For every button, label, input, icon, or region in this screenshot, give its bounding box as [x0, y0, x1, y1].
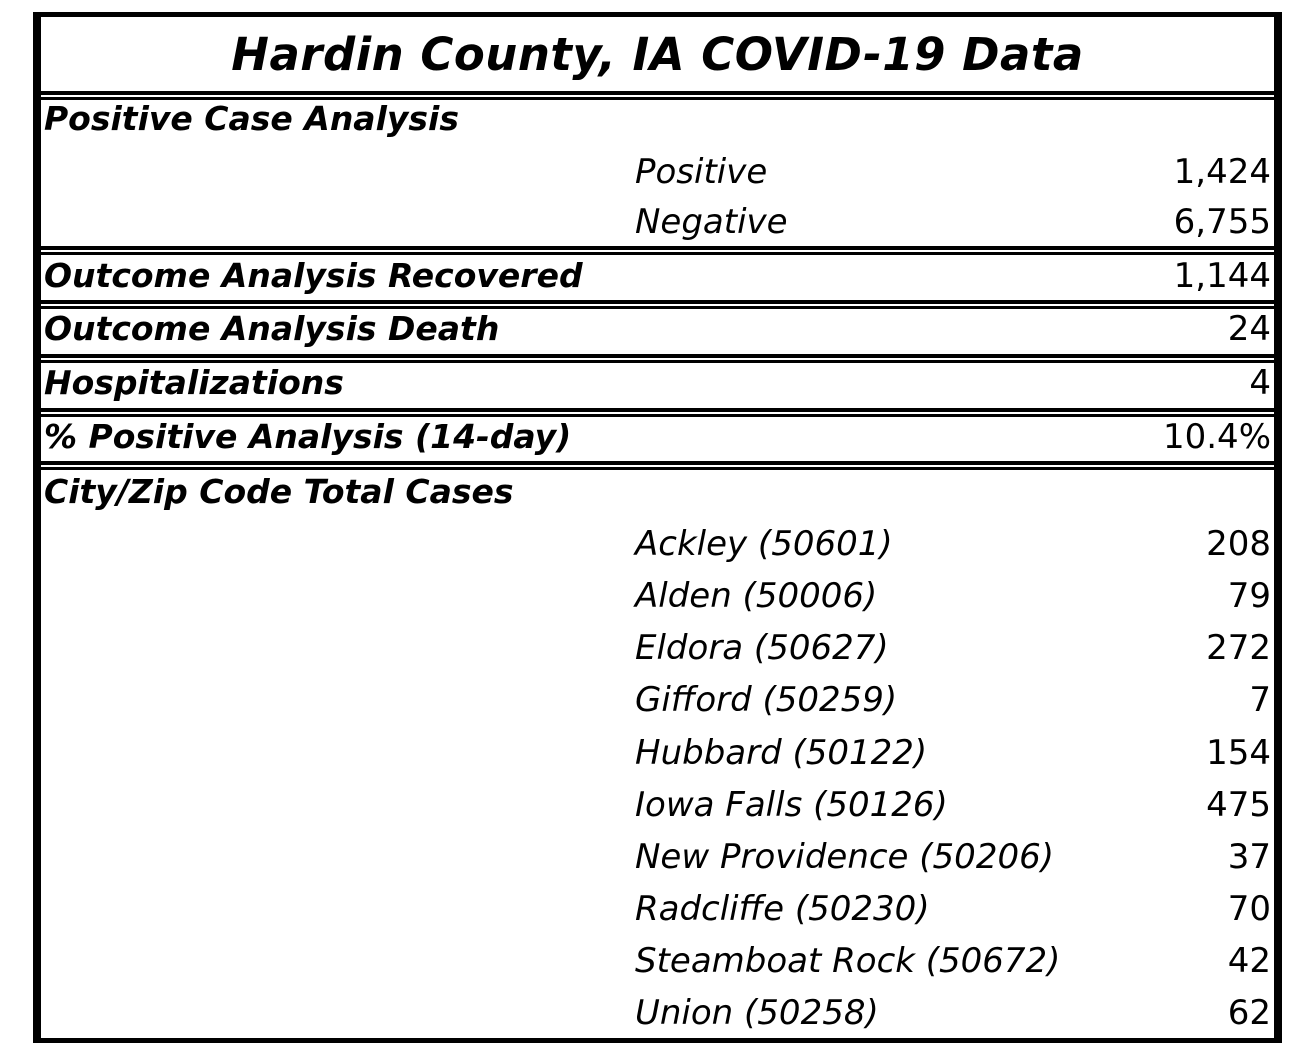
hospitalizations-value: 4	[1249, 363, 1271, 403]
city-row-label: Hubbard (50122)	[635, 733, 928, 773]
city-row-value: 272	[1206, 628, 1271, 668]
city-row-value: 7	[1249, 680, 1271, 720]
city-zip-heading: City/Zip Code Total Cases	[44, 472, 514, 511]
outcome-death-value: 24	[1227, 309, 1271, 349]
covid-data-table	[33, 12, 1282, 1043]
city-row-value: 154	[1206, 733, 1271, 773]
positive-label: Positive	[635, 152, 768, 192]
outcome-recovered-value: 1,144	[1173, 256, 1271, 296]
city-row-label: Steamboat Rock (50672)	[635, 941, 1061, 981]
outcome-recovered-label: Outcome Analysis Recovered	[44, 256, 583, 295]
left-rule	[38, 17, 41, 1038]
divider	[38, 354, 1277, 363]
divider	[38, 300, 1277, 309]
positive-case-analysis-heading: Positive Case Analysis	[44, 99, 459, 138]
city-row-value: 208	[1206, 524, 1271, 564]
divider	[38, 461, 1277, 470]
divider	[38, 246, 1277, 255]
city-row-label: Iowa Falls (50126)	[635, 785, 948, 825]
city-row-label: New Providence (50206)	[635, 837, 1054, 877]
city-row-value: 42	[1227, 941, 1271, 981]
city-row-label: Union (50258)	[635, 993, 879, 1033]
page-title: Hardin County, IA COVID-19 Data	[231, 27, 1084, 81]
positive-value: 1,424	[1173, 152, 1271, 192]
percent-positive-value: 10.4%	[1162, 417, 1271, 457]
city-row-value: 62	[1227, 993, 1271, 1033]
city-row-value: 37	[1227, 837, 1271, 877]
negative-value: 6,755	[1173, 202, 1271, 242]
divider	[38, 408, 1277, 417]
percent-positive-label: % Positive Analysis (14-day)	[44, 417, 572, 456]
city-row-label: Eldora (50627)	[635, 628, 889, 668]
negative-label: Negative	[635, 202, 788, 242]
city-row-value: 79	[1227, 576, 1271, 616]
city-row-label: Gifford (50259)	[635, 680, 898, 720]
city-row-label: Alden (50006)	[635, 576, 878, 616]
hospitalizations-label: Hospitalizations	[44, 363, 344, 402]
city-row-label: Radcliffe (50230)	[635, 889, 930, 929]
right-rule	[1274, 17, 1277, 1038]
city-row-value: 475	[1206, 785, 1271, 825]
outcome-death-label: Outcome Analysis Death	[44, 309, 500, 348]
city-row-label: Ackley (50601)	[635, 524, 893, 564]
city-row-value: 70	[1227, 889, 1271, 929]
